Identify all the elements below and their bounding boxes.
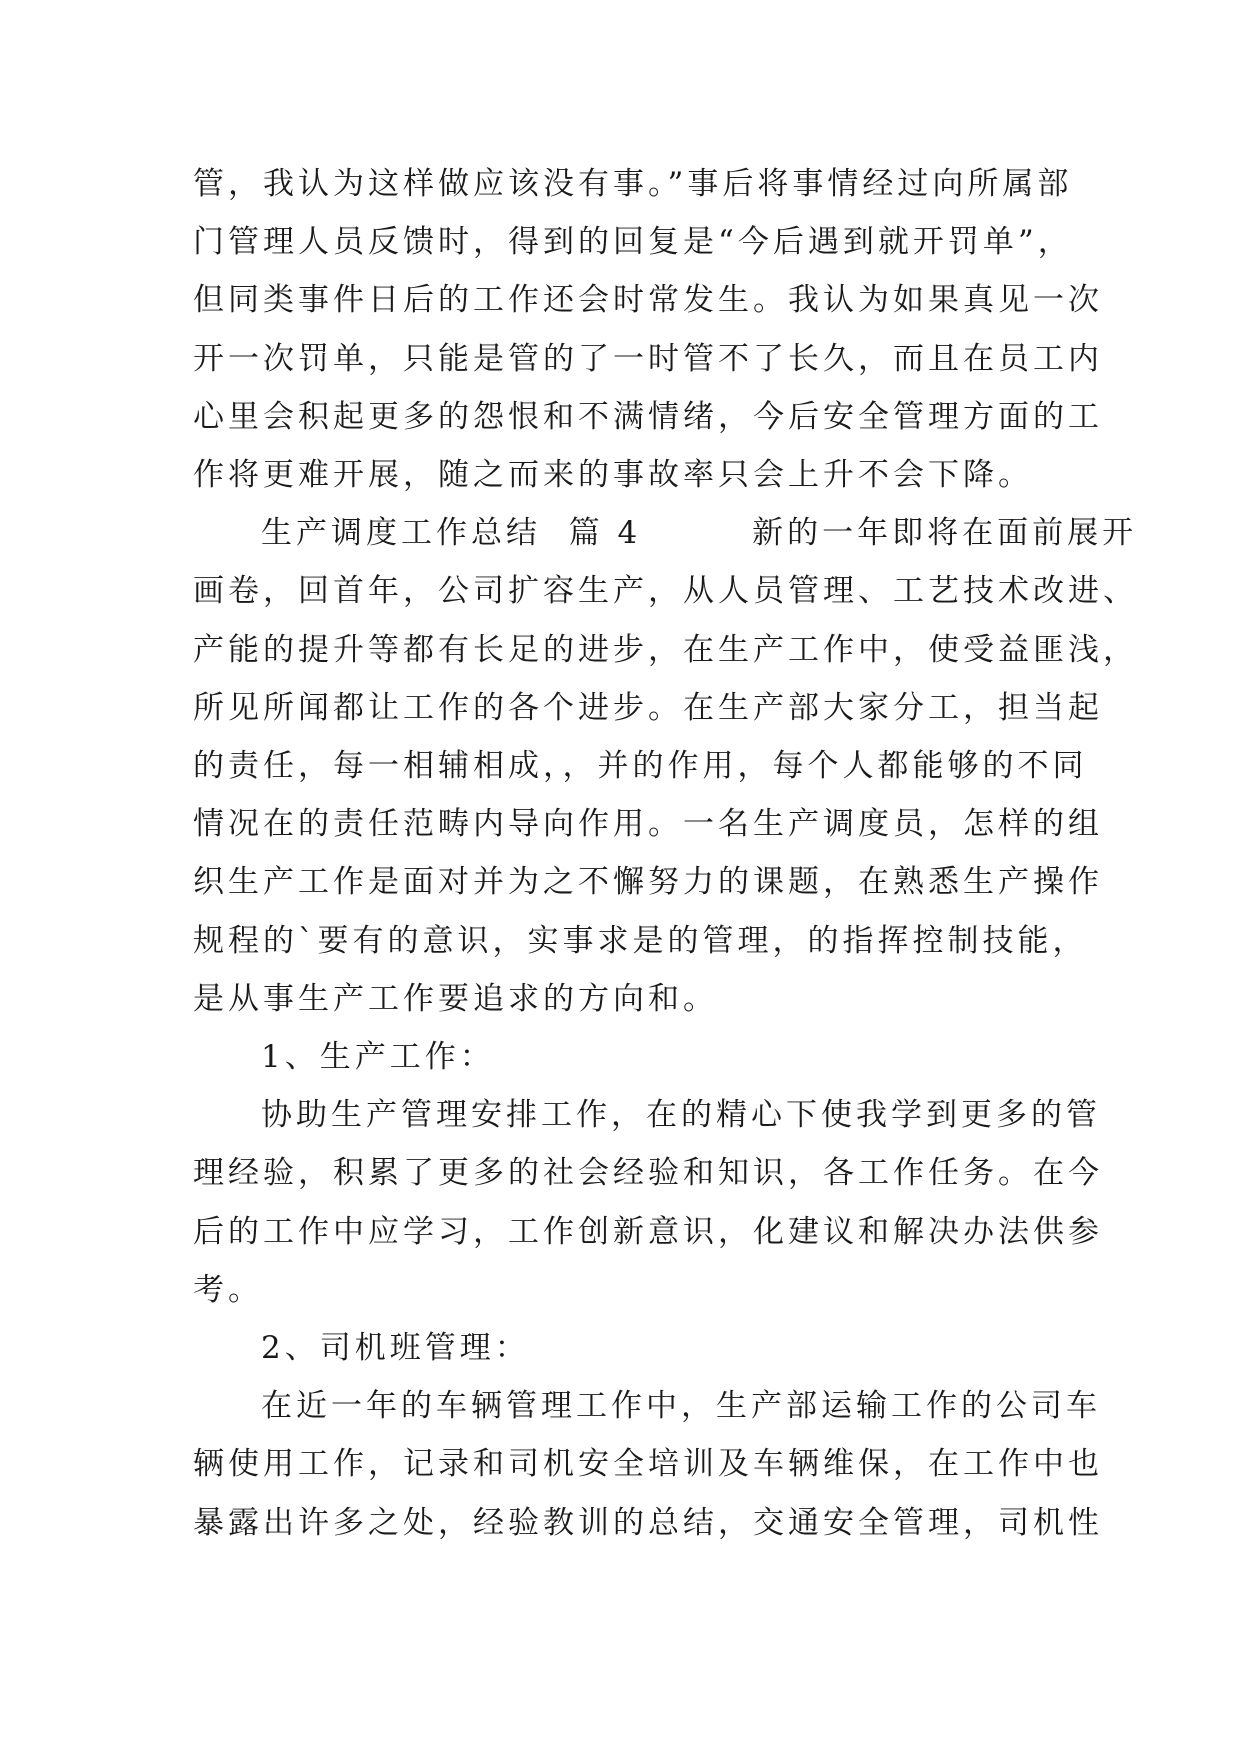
paragraph-driver-team [193,1377,1103,1552]
text-line: 1、生产工作： [261,1039,495,1076]
text-line: 暴露出许多之处，经验教训的总结，交通安全管理，司机性 [193,1504,1103,1541]
text-line: 产能的提升等都有长足的进步，在生产工作中，使受益匪浅， [193,631,1138,668]
text-line: 是从事生产工作要追求的方向和。 [193,980,718,1017]
text-line: 的责任，每一相辅相成，，并的作用，每个人都能够的不同 [193,748,1088,785]
text-line: 协助生产管理安排工作，在的精心下使我学到更多的管 [261,1097,1101,1134]
text-line: 考。 [193,1271,263,1308]
text-line: 作将更难开展，随之而来的事故率只会上升不会下降。 [193,457,1033,494]
text-line: 但同类事件日后的工作还会时常发生。我认为如果真见一次 [193,282,1103,319]
text-line: 后的工作中应学习，工作创新意识，化建议和解决办法供参 [193,1213,1103,1250]
text-line: 管，我认为这样做应该没有事。”事后将事情经过向所属部 [193,166,1073,202]
text-line: 理经验，积累了更多的社会经验和知识，各工作任务。在今 [193,1155,1103,1192]
section-heading-driver-team [193,1319,1053,1377]
document-page [193,155,1138,1552]
text-line: 门管理人员反馈时，得到的回复是“今后遇到就开罚单”， [193,224,1073,261]
text-line: 织生产工作是面对并为之不懈努力的课题，在熟悉生产操作 [193,864,1103,901]
text-line: 开一次罚单，只能是管的了一时管不了长久，而且在员工内 [193,340,1103,377]
section-heading-production-work [193,1028,1053,1086]
paragraph-incident-feedback [193,155,1103,504]
text-line: 情况在的责任范畴内导向作用。一名生产调度员，怎样的组 [193,806,1103,843]
text-line: 生产调度工作总结 篇 4 新的一年即将在面前展开 [261,515,1138,552]
text-line: 在近一年的车辆管理工作中，生产部运输工作的公司车 [261,1388,1101,1425]
text-line: 2、司机班管理： [261,1330,530,1367]
text-line: 画卷，回首年，公司扩容生产，从人员管理、工艺技术改进、 [193,573,1138,610]
text-line: 心里会积起更多的怨恨和不满情绪，今后安全管理方面的工 [193,398,1103,435]
text-line: 规程的`要有的意识，实事求是的管理，的指挥控制技能， [193,922,1088,959]
text-line: 所见所闻都让工作的各个进步。在生产部大家分工，担当起 [193,689,1103,726]
text-line: 辆使用工作，记录和司机安全培训及车辆维保，在工作中也 [193,1446,1103,1483]
paragraph-summary-heading [193,504,1138,1028]
paragraph-production-work [193,1086,1103,1319]
